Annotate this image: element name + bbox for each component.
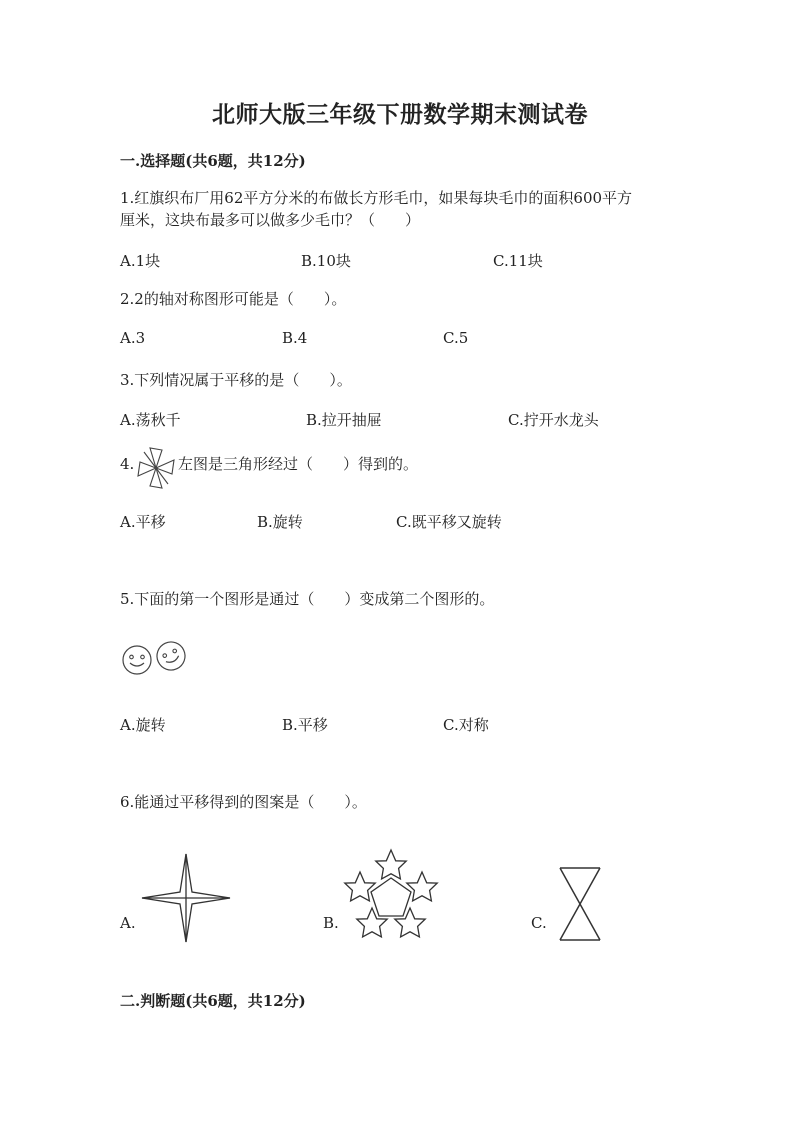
question-5-option-a[interactable]: A.旋转 bbox=[120, 716, 166, 734]
question-3-option-b[interactable]: B.拉开抽屉 bbox=[306, 411, 382, 429]
question-3-text: 3.下列情况属于平移的是（ ）。 bbox=[120, 371, 352, 389]
question-1-option-b[interactable]: B.10块 bbox=[301, 252, 351, 270]
section-heading-choice: 一.选择题(共6题，共12分) bbox=[120, 152, 306, 170]
question-5-text: 5.下面的第一个图形是通过（ ）变成第二个图形的。 bbox=[120, 590, 495, 608]
question-2-text: 2.2的轴对称图形可能是（ ）。 bbox=[120, 290, 347, 308]
question-3-option-c[interactable]: C.拧开水龙头 bbox=[508, 411, 599, 429]
question-2-option-c[interactable]: C.5 bbox=[443, 329, 469, 347]
pinwheel-triangles-icon bbox=[136, 446, 176, 490]
question-6-option-a[interactable]: A. bbox=[120, 914, 136, 932]
question-1-option-c[interactable]: C.11块 bbox=[493, 252, 543, 270]
hourglass-triangles-icon bbox=[558, 866, 602, 942]
question-4-option-c[interactable]: C.既平移又旋转 bbox=[396, 513, 502, 531]
question-2-option-a[interactable]: A.3 bbox=[120, 329, 146, 347]
page-title: 北师大版三年级下册数学期末测试卷 bbox=[212, 101, 588, 128]
question-3-option-a[interactable]: A.荡秋千 bbox=[120, 411, 181, 429]
question-5-option-b[interactable]: B.平移 bbox=[282, 716, 328, 734]
question-6-option-b[interactable]: B. bbox=[323, 914, 339, 932]
question-4-number: 4. bbox=[120, 455, 135, 473]
smiley-face-icon bbox=[120, 642, 154, 676]
question-4-option-a[interactable]: A.平移 bbox=[120, 513, 166, 531]
question-1-line-2: 厘米，这块布最多可以做多少毛巾？（ ） bbox=[120, 211, 421, 229]
section-heading-judgement: 二.判断题(共6题，共12分) bbox=[120, 992, 306, 1010]
five-stars-ring-icon bbox=[342, 848, 440, 942]
question-1-line-1: 1.红旗织布厂用62平方分米的布做长方形毛巾，如果每块毛巾的面积600平方 bbox=[120, 189, 633, 207]
question-4-option-b[interactable]: B.旋转 bbox=[257, 513, 303, 531]
question-1-option-a[interactable]: A.1块 bbox=[120, 252, 161, 270]
question-2-option-b[interactable]: B.4 bbox=[282, 329, 308, 347]
four-point-star-icon bbox=[140, 852, 232, 944]
question-4-text: 左图是三角形经过（ ）得到的。 bbox=[178, 455, 419, 473]
question-6-text: 6.能通过平移得到的图案是（ ）。 bbox=[120, 793, 367, 811]
question-6-option-c[interactable]: C. bbox=[531, 914, 547, 932]
question-5-option-c[interactable]: C.对称 bbox=[443, 716, 489, 734]
rotated-smiley-face-icon bbox=[154, 639, 188, 673]
